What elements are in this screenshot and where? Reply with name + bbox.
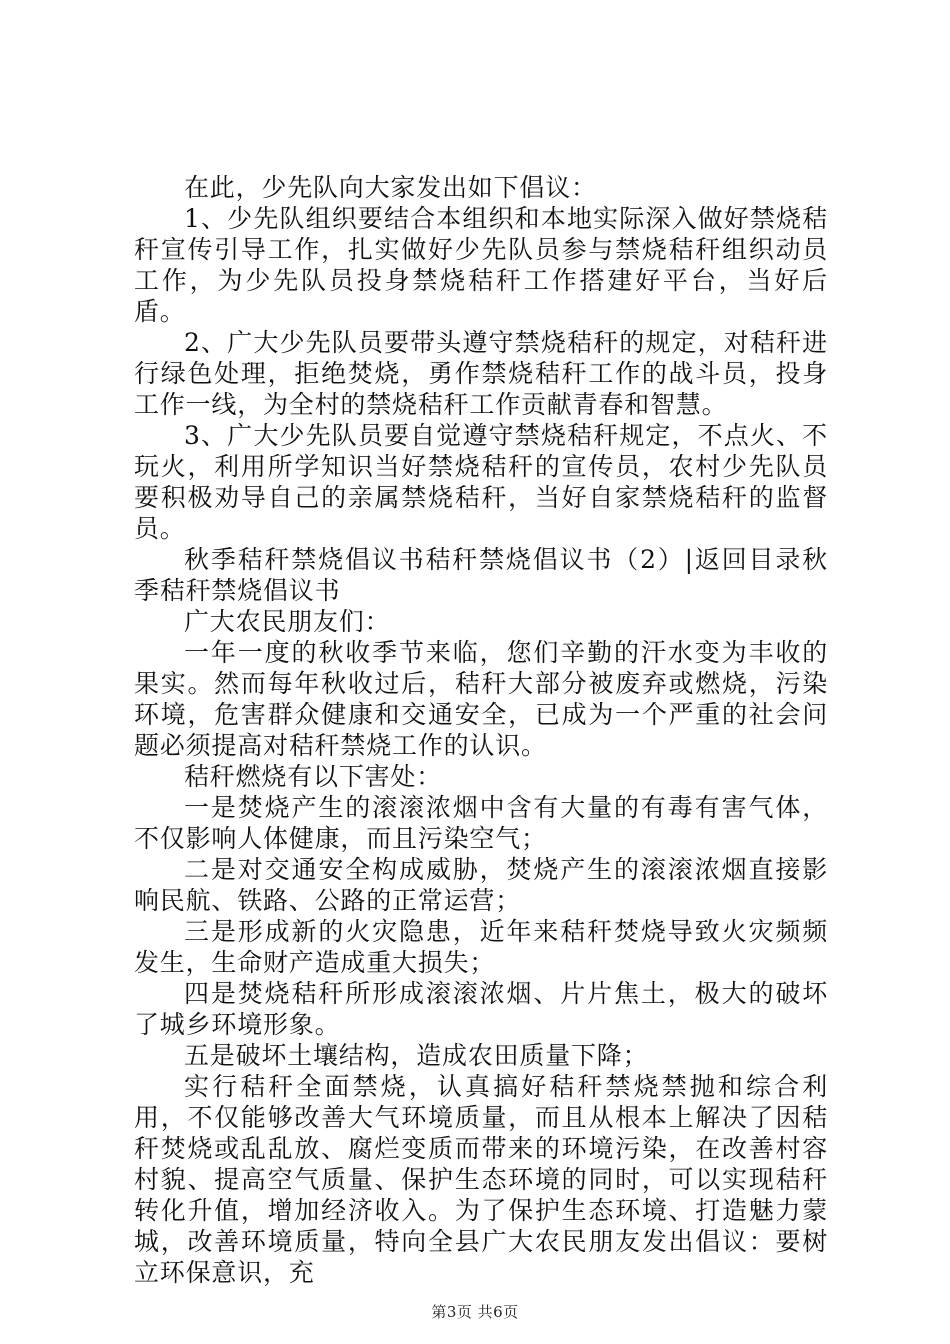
paragraph-intro: 在此，少先队向大家发出如下倡议： [184, 173, 597, 202]
paragraph-conclusion: 实行秸秆全面禁烧，认真搞好秸秆禁烧禁抛和综合利用，不仅能够改善大气环境质量，而且从根本上解决了因秸秆焚烧或乱乱放、腐烂变质而带来的环境污染，在改善村容村貌、提高空气质量、保护生态环境的同时，可以实现秸秆转化升值，增加经济收入。为了保护生态环境、打造魅力蒙城，改善环境质量，特向全县广大农民朋友发出倡议：要树立环保意识，充 [134, 1072, 828, 1287]
paragraph-salutation: 广大农民朋友们： [184, 607, 391, 636]
paragraph-harms-heading: 秸秆燃烧有以下害处： [184, 762, 443, 791]
paragraph-proposal-3: 3、广大少先队员要自觉遵守禁烧秸秆规定，不点火、不玩火，利用所学知识当好禁烧秸秆的宣传员，农村少先队员要积极劝导自己的亲属禁烧秸秆，当好自家禁烧秸秆的监督员。 [134, 421, 828, 543]
page-number-footer: 第3页 共6页 [431, 1303, 519, 1321]
paragraph-opening: 一年一度的秋收季节来临，您们辛勤的汗水变为丰收的果实。然而每年秋收过后，秸秆大部分被废弃或燃烧，污染环境，危害群众健康和交通安全，已成为一个严重的社会问题必须提高对秸秆禁烧工作的认识。 [134, 638, 828, 760]
paragraph-proposal-1: 1、少先队组织要结合本组织和本地实际深入做好禁烧秸秆宣传引导工作，扎实做好少先队员参与禁烧秸秆组织动员工作，为少先队员投身禁烧秸秆工作搭建好平台，当好后盾。 [134, 204, 828, 326]
paragraph-harm-1: 一是焚烧产生的滚滚浓烟中含有大量的有毒有害气体，不仅影响人体健康，而且污染空气； [134, 793, 828, 853]
document-body [134, 172, 828, 1288]
paragraph-harm-4: 四是焚烧秸秆所形成滚滚浓烟、片片焦土，极大的破坏了城乡环境形象。 [134, 979, 828, 1039]
paragraph-proposal-2: 2、广大少先队员要带头遵守禁烧秸秆的规定，对秸秆进行绿色处理，拒绝焚烧，勇作禁烧秸秆工作的战斗员，投身工作一线，为全村的禁烧秸秆工作贡献青春和智慧。 [134, 328, 828, 419]
paragraph-harm-3: 三是形成新的火灾隐患，近年来秸秆焚烧导致火灾频频发生，生命财产造成重大损失； [134, 917, 828, 977]
paragraph-harm-2: 二是对交通安全构成威胁，焚烧产生的滚滚浓烟直接影响民航、铁路、公路的正常运营； [134, 855, 828, 915]
paragraph-section-title: 秋季秸秆禁烧倡议书秸秆禁烧倡议书（2）|返回目录秋季秸秆禁烧倡议书 [134, 545, 828, 605]
paragraph-harm-5: 五是破坏土壤结构，造成农田质量下降； [184, 1041, 649, 1070]
